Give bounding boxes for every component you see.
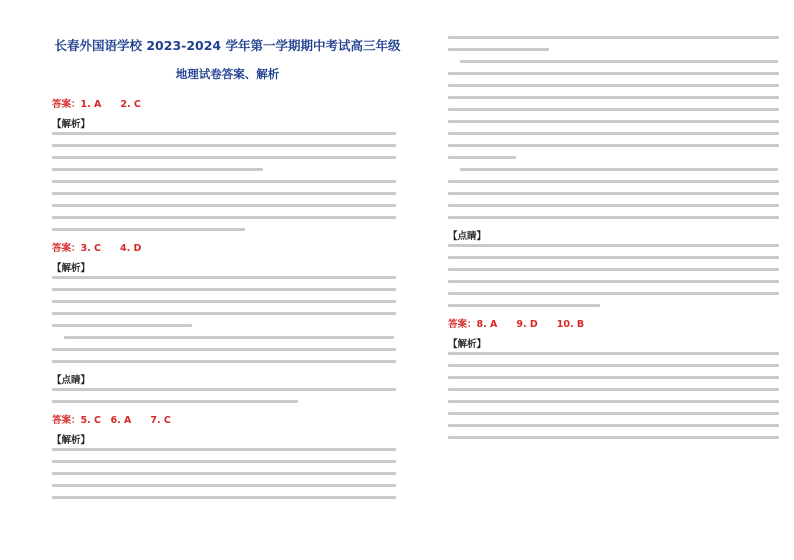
answer-line-3: 答案：5. C 6. A 7. C <box>52 415 171 426</box>
analysis-text-1 <box>52 132 403 231</box>
analysis-text-2 <box>52 276 403 363</box>
analysis-label: 【解析】 <box>52 119 91 130</box>
answer-line-2: 答案：3. C 4. D <box>52 243 142 254</box>
key-point-label: 【点睛】 <box>52 375 91 386</box>
document-subtitle: 地理试卷答案、解析 <box>175 67 280 81</box>
answer-line-1: 答案：1. A 2. C <box>52 99 141 110</box>
analysis-label-2: 【解析】 <box>52 263 91 274</box>
analysis-text-4 <box>448 352 786 439</box>
analysis-text-3 <box>52 448 403 499</box>
continued-text <box>448 36 786 219</box>
key-point-label-2: 【点睛】 <box>448 231 487 242</box>
left-column <box>8 0 403 508</box>
key-point-text <box>52 388 403 403</box>
analysis-label-4: 【解析】 <box>448 339 487 350</box>
answer-line-4: 答案：8. A 9. D 10. B <box>448 319 585 330</box>
document-title: 长春外国语学校 2023-2024 学年第一学期期中考试高三年级 <box>54 38 401 53</box>
key-point-text-2 <box>448 244 786 307</box>
analysis-label-3: 【解析】 <box>52 435 91 446</box>
right-column <box>412 0 792 448</box>
